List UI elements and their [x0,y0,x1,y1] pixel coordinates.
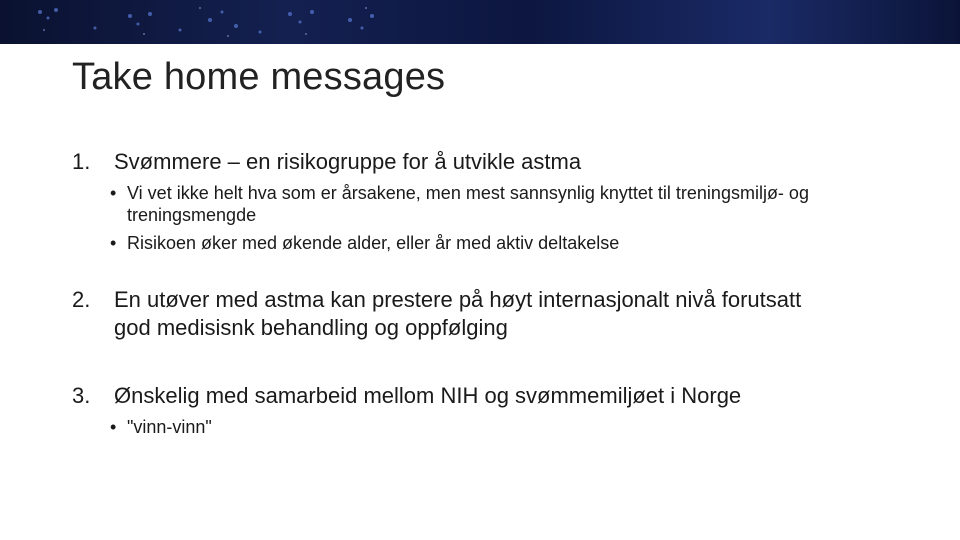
slide-title: Take home messages [72,56,446,98]
list-item [72,286,932,342]
bullet-icon: • [110,417,117,437]
sub-list-item [110,232,932,254]
sub-item-text: Vi vet ikke helt hva som er årsakene, men mest sannsynlig knyttet til treningsmiljø- og treningsmengde [127,183,809,225]
list-item [72,148,932,176]
header-banner [0,0,960,44]
list-item [72,382,932,410]
bullet-icon: • [110,183,117,203]
sub-list [72,182,932,254]
message-list [72,148,932,444]
sub-list [72,416,932,438]
banner-dots-decoration [0,0,960,44]
item-text: Ønskelig med samarbeid mellom NIH og svømmemiljøet i Norge [114,383,742,408]
sub-list-item [110,416,932,438]
item-text: Svømmere – en risikogruppe for å utvikle astma [114,149,582,174]
sub-item-text: Risikoen øker med økende alder, eller år med aktiv deltakelse [127,233,620,253]
sub-item-text: "vinn-vinn" [127,417,212,437]
item-number: 1. [72,149,91,174]
sub-list-item [110,182,932,226]
item-number: 2. [72,287,91,312]
bullet-icon: • [110,233,117,253]
item-number: 3. [72,383,91,408]
item-text: En utøver med astma kan prestere på høyt internasjonalt nivå forutsatt god medisisnk behandling og oppfølging [114,287,802,340]
